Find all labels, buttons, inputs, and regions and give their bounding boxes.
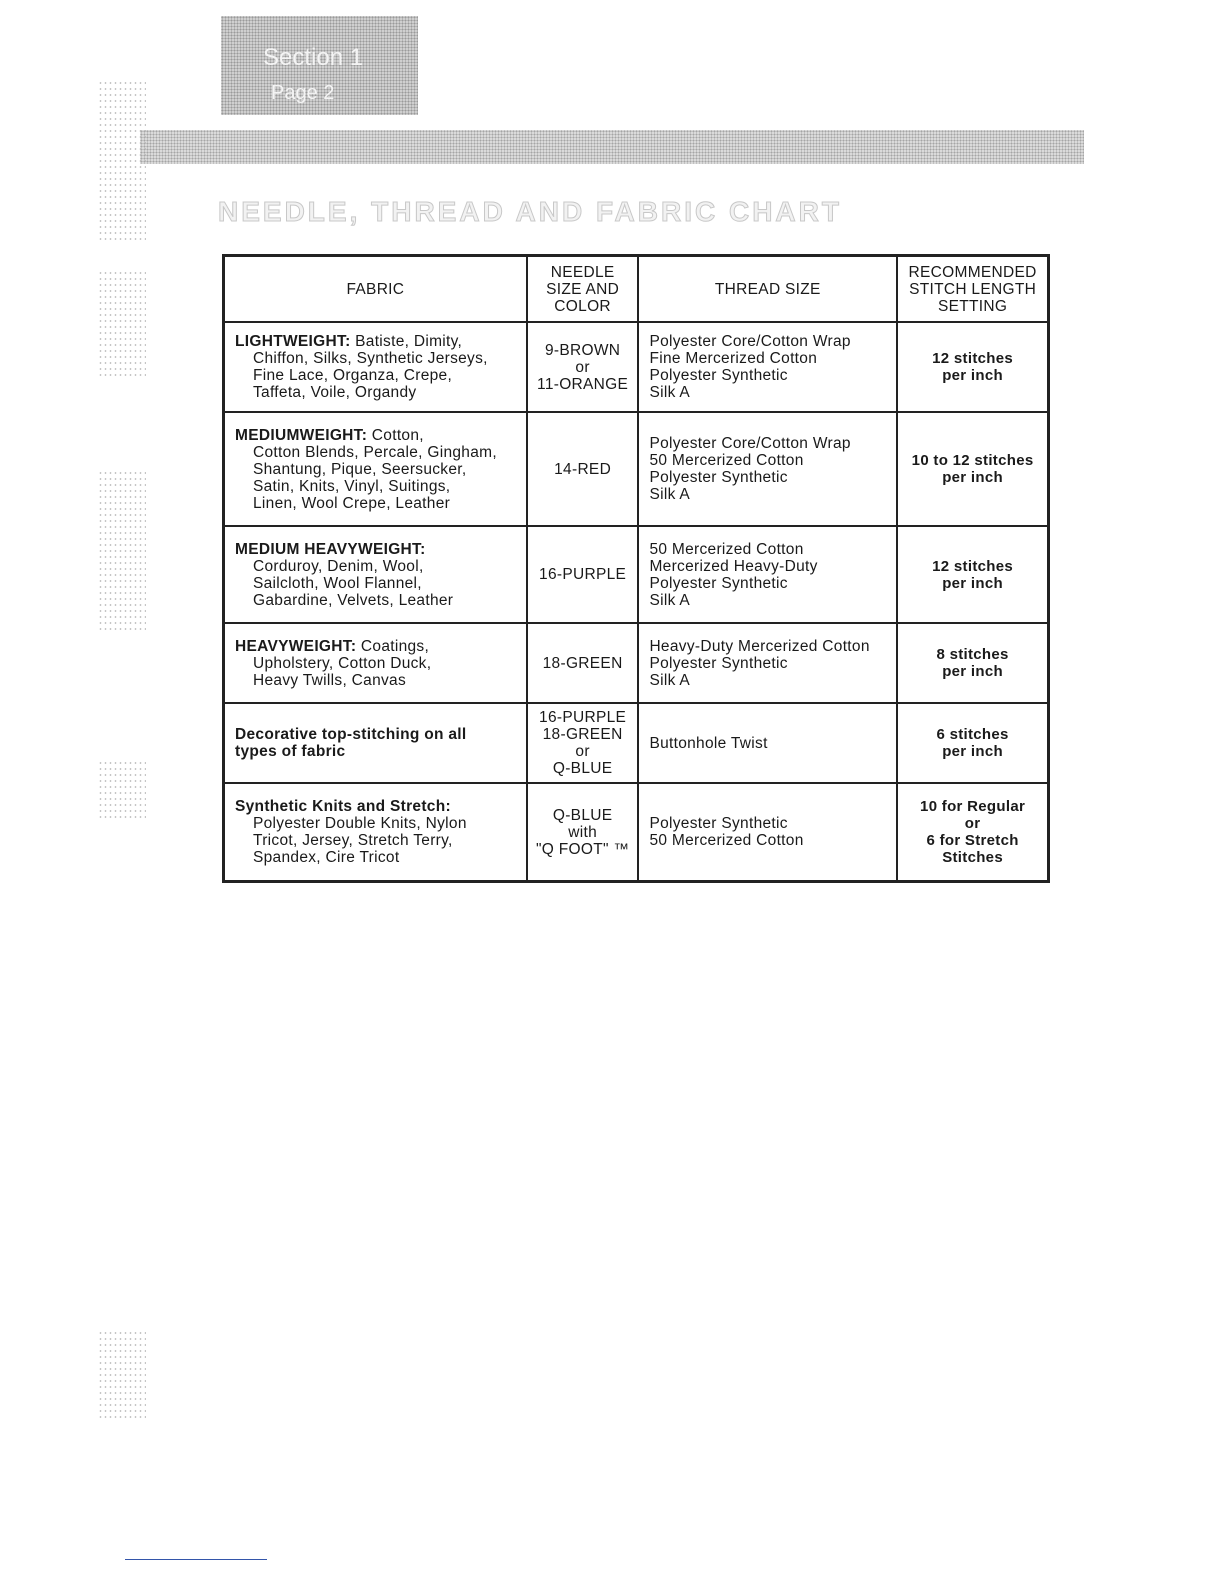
thread-cell-line: Silk A — [649, 591, 691, 609]
header-stitch-line: SETTING — [937, 297, 1008, 315]
fabric-category: MEDIUMWEIGHT: — [235, 426, 368, 444]
fabric-category: HEAVYWEIGHT: — [235, 637, 357, 655]
needle-cell — [527, 783, 639, 882]
needle-cell-line: Q-BLUE — [552, 760, 613, 777]
fabric-cell — [224, 412, 527, 526]
margin-speckle — [98, 270, 146, 380]
fabric-line: Fine Lace, Organza, Crepe, — [253, 367, 453, 384]
needle-cell-line: 16-PURPLE — [539, 709, 627, 726]
thread-cell-line: Silk A — [649, 486, 691, 503]
stitch-cell-line: 6 for Stretch — [926, 832, 1019, 849]
fabric-line: Linen, Wool Crepe, Leather — [253, 494, 451, 512]
footer-rule — [125, 1559, 267, 1560]
stitch-cell — [897, 412, 1048, 526]
needle-cell-line: 18-GREEN — [542, 654, 623, 672]
stitch-cell-line: 6 stitches — [936, 726, 1009, 743]
header-stitch-line: RECOMMENDED — [908, 263, 1037, 281]
thread-cell-line: Polyester Synthetic — [649, 367, 788, 384]
thread-cell — [638, 623, 897, 703]
fabric-category: LIGHTWEIGHT: — [235, 333, 351, 350]
header-needle-line: SIZE AND — [546, 280, 620, 298]
page-label: Page 2 — [271, 82, 335, 104]
header-needle-line: NEEDLE — [550, 263, 615, 281]
fabric-line: Tricot, Jersey, Stretch Terry, — [253, 832, 453, 849]
stitch-cell — [897, 322, 1048, 412]
fabric-line: Shantung, Pique, Seersucker, — [253, 460, 467, 478]
thread-cell-line: Fine Mercerized Cotton — [649, 350, 818, 367]
needle-cell-line: 9-BROWN — [544, 341, 621, 359]
margin-speckle — [98, 760, 146, 820]
fabric-line: Chiffon, Silks, Synthetic Jerseys, — [253, 350, 488, 367]
needle-cell — [527, 526, 639, 623]
thread-cell-line: Mercerized Heavy-Duty — [649, 557, 818, 575]
stitch-cell-line: 8 stitches — [936, 646, 1009, 663]
header-stitch — [897, 256, 1048, 323]
stitch-cell-line: per inch — [942, 743, 1003, 760]
fabric-cell — [224, 526, 527, 623]
header-fabric: FABRIC — [224, 256, 527, 323]
thread-cell-line: 50 Mercerized Cotton — [649, 832, 804, 849]
fabric-line: Upholstery, Cotton Duck, — [253, 654, 432, 672]
thread-cell-line: 50 Mercerized Cotton — [649, 452, 804, 469]
fabric-line: Satin, Knits, Vinyl, Suitings, — [253, 477, 451, 495]
thread-cell — [638, 322, 897, 412]
fabric-cell — [224, 322, 527, 412]
needle-cell-line: 14-RED — [554, 460, 612, 478]
stitch-cell-line: 12 stitches — [932, 350, 1013, 367]
header-thread: THREAD SIZE — [638, 256, 897, 323]
stitch-cell-line: or — [964, 815, 981, 832]
stitch-cell-line: per inch — [942, 574, 1003, 592]
thread-cell — [638, 412, 897, 526]
margin-speckle — [98, 80, 146, 240]
fabric-line: Polyester Double Knits, Nylon — [253, 815, 467, 832]
section-label: Section 1 — [263, 44, 364, 71]
header-needle-line: COLOR — [554, 297, 611, 315]
thread-cell — [638, 703, 897, 783]
fabric-line: Spandex, Cire Tricot — [253, 849, 400, 866]
stitch-cell — [897, 623, 1048, 703]
fabric-first-line: Cotton, — [367, 426, 424, 444]
fabric-line: Sailcloth, Wool Flannel, — [253, 574, 422, 592]
table-row — [224, 703, 1049, 783]
stitch-cell-line: 10 for Regular — [920, 798, 1026, 815]
needle-cell-line: with — [568, 823, 597, 841]
needle-cell — [527, 322, 639, 412]
header-needle — [527, 256, 639, 323]
needle-cell — [527, 703, 639, 783]
fabric-first-line: Batiste, Dimity, — [350, 333, 463, 350]
needle-cell-line: 16-PURPLE — [539, 566, 627, 583]
thread-cell-line: Polyester Core/Cotton Wrap — [649, 435, 851, 452]
fabric-cell — [224, 623, 527, 703]
fabric-line: Decorative top-stitching on all — [235, 726, 467, 743]
thread-cell-line: Polyester Synthetic — [649, 654, 788, 672]
table-row — [224, 783, 1049, 882]
margin-speckle — [98, 470, 146, 630]
stitch-cell — [897, 783, 1048, 882]
fabric-cell — [224, 783, 527, 882]
fabric-first-line: Coatings, — [356, 637, 430, 655]
fabric-line: Taffeta, Voile, Organdy — [253, 384, 417, 401]
table-row — [224, 412, 1049, 526]
fabric-line: Corduroy, Denim, Wool, — [253, 557, 424, 575]
thread-cell-line: Heavy-Duty Mercerized Cotton — [649, 637, 870, 655]
stitch-cell — [897, 703, 1048, 783]
header-band — [140, 130, 1084, 164]
stitch-cell-line: 10 to 12 stitches — [911, 452, 1034, 469]
needle-cell-line: "Q FOOT" ™ — [536, 840, 630, 858]
stitch-cell-line: per inch — [942, 469, 1003, 486]
fabric-line: Heavy Twills, Canvas — [253, 671, 407, 689]
fabric-line: Gabardine, Velvets, Leather — [253, 591, 454, 609]
thread-cell-line: Polyester Synthetic — [649, 574, 788, 592]
stitch-cell — [897, 526, 1048, 623]
needle-cell-line: or — [575, 743, 590, 760]
table-header-row — [224, 256, 1049, 323]
fabric-line: types of fabric — [235, 743, 346, 760]
needle-cell-line: 11-ORANGE — [537, 375, 629, 393]
table-row — [224, 526, 1049, 623]
page-title: NEEDLE, THREAD AND FABRIC CHART — [218, 196, 842, 227]
thread-cell-line: Silk A — [649, 671, 691, 689]
thread-cell-line: Buttonhole Twist — [649, 734, 768, 752]
thread-cell — [638, 526, 897, 623]
fabric-cell — [224, 703, 527, 783]
thread-cell-line: 50 Mercerized Cotton — [649, 540, 804, 558]
stitch-cell-line: Stitches — [942, 849, 1003, 866]
thread-cell — [638, 783, 897, 882]
margin-speckle — [98, 1330, 146, 1420]
thread-cell-line: Polyester Synthetic — [649, 815, 788, 832]
needle-cell — [527, 623, 639, 703]
thread-cell-line: Polyester Core/Cotton Wrap — [649, 333, 851, 350]
thread-cell-line: Silk A — [649, 384, 691, 401]
stitch-cell-line: per inch — [942, 367, 1003, 384]
fabric-category: MEDIUM HEAVYWEIGHT: — [235, 540, 426, 558]
needle-cell-line: 18-GREEN — [542, 726, 623, 743]
fabric-line: Cotton Blends, Percale, Gingham, — [253, 443, 497, 461]
table-row — [224, 623, 1049, 703]
table-row — [224, 322, 1049, 412]
thread-cell-line: Polyester Synthetic — [649, 469, 788, 486]
needle-cell-line: Q-BLUE — [552, 806, 613, 824]
needle-thread-fabric-table — [222, 254, 1050, 883]
fabric-category: Synthetic Knits and Stretch: — [235, 798, 451, 815]
header-stitch-line: STITCH LENGTH — [909, 280, 1037, 298]
section-tab — [221, 16, 418, 115]
needle-cell — [527, 412, 639, 526]
stitch-cell-line: per inch — [942, 663, 1003, 680]
stitch-cell-line: 12 stitches — [932, 557, 1013, 575]
needle-cell-line: or — [575, 358, 590, 376]
